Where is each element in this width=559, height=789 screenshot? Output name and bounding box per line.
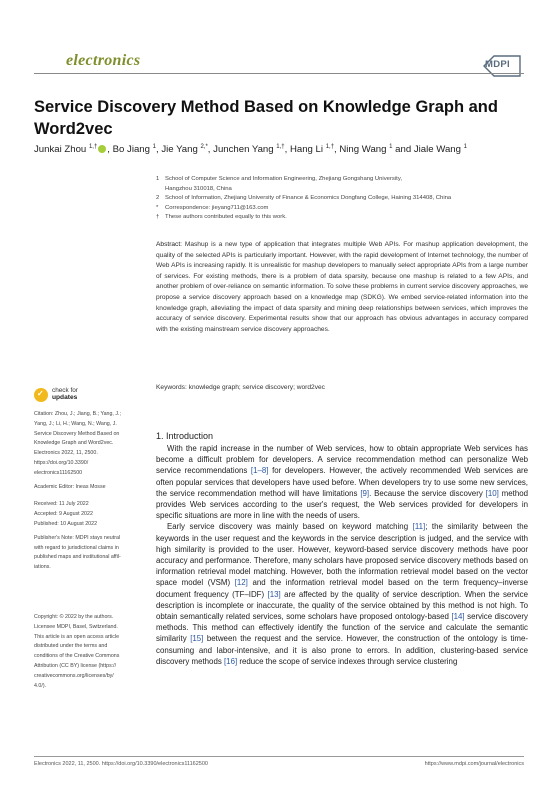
copyright-block bbox=[34, 613, 148, 691]
author-affiliation-mark: 1 bbox=[152, 144, 156, 150]
author-affiliation-mark: 2,* bbox=[200, 144, 208, 150]
abstract-label: Abstract: bbox=[156, 241, 183, 248]
copyright-line: creativecommons.org/licenses/by/ bbox=[34, 672, 114, 679]
citation-line: Knowledge Graph and Word2vec. bbox=[34, 440, 114, 447]
author-name: Bo Jiang $^1$ bbox=[112, 144, 156, 156]
affiliation-text: These authors contributed equally to this work. bbox=[165, 214, 287, 221]
abstract-text: Mashup is a new type of application that integrates multiple Web APIs. For mashup application development, the quality of the selected APIs is particularly important. However, with the rapid development of Internet technology, the number of Web APIs is increasing rapidly. It is unrealistic for mashup developers to manually select appropriate APIs from a large number of services. For existing methods, there is a problem of data sparsity, because one mashup is related to a few APIs, and another problem of over-reliance on semantic information. To solve these problems in current service discovery approaches, we propose a service discovery approach based on a knowledge map (SDKG). We embed service-related information into the knowledge graph, alleviating the impact of data sparsity and mining deep relationships between services, which improves the accuracy of service discovery. Experimental results show that our approach has obvious advantages in accuracy compared with the existing mainstream service discovery approaches. bbox=[156, 241, 528, 333]
citation-link[interactable]: [15] bbox=[190, 634, 204, 644]
article-title: Service Discovery Method Based on Knowledge Graph and Word2vec bbox=[34, 98, 498, 138]
publisher-note-line: with regard to jurisdictional claims in bbox=[34, 544, 119, 551]
body-paragraph: With the rapid increase in the number of Web services, how to obtain appropriate Web services has become a difficult problem for developers. A service recommendation method can personalize Web service recommendations [1–8] for developers. However, the actively recommended Web services are often popular services that developers have used before. When developers try to use some new services, the service recommendation method will have limitations [9]. Because the service discovery [10] method provides Web services according to the user's request, the Web services provided for developers in specific situations are more in line with the needs of users. bbox=[156, 444, 529, 521]
citation-line: Yang, J.; Li, H.; Wang, N.; Wang, J. bbox=[34, 420, 117, 427]
author-affiliation-mark: 1,† bbox=[325, 144, 335, 150]
affiliation-text: Hangzhou 310018, China bbox=[165, 185, 232, 192]
affiliation-text: Correspondence: jieyang711@163.com bbox=[165, 204, 269, 211]
author-list: Junkai Zhou $^{1,\dagger}$ , Bo Jiang $^1$, Jie Yang $^{2,*}$, Junchen Yang $^{1,\dagger}$, Hang Li $^{1,\dagger}$, Ning Wang $^1$ and Jiale Wang $^1$ bbox=[34, 144, 467, 156]
citation-line: Service Discovery Method Based on bbox=[34, 430, 120, 437]
citation-link[interactable]: [14] bbox=[451, 612, 465, 622]
author-name: Junchen Yang $^{1,\dagger}$ bbox=[213, 144, 285, 156]
citation-link[interactable]: [9] bbox=[360, 488, 370, 498]
copyright-line: conditions of the Creative Commons bbox=[34, 653, 120, 660]
citation-line: electronics11162500 bbox=[34, 469, 83, 476]
citation-line: https://doi.org/10.3390/ bbox=[34, 459, 89, 466]
footer-journal-link[interactable]: https://www.mdpi.com/journal/electronics bbox=[424, 761, 524, 767]
author-affiliation-mark: 1 bbox=[389, 144, 393, 150]
date-line: Received: 11 July 2022 bbox=[34, 501, 89, 508]
author-name: Junkai Zhou $^{1,\dagger}$ bbox=[34, 144, 98, 156]
citation-link[interactable]: [16] bbox=[223, 656, 238, 666]
dates-block bbox=[34, 500, 148, 529]
publisher-logo-text: MDPI bbox=[485, 59, 510, 70]
journal-name: electronics bbox=[66, 52, 141, 69]
copyright-line: Attribution (CC BY) license (https:// bbox=[34, 662, 117, 669]
citation-link[interactable]: [11] bbox=[412, 522, 426, 532]
citation-line: Electronics 2022, 11, 2500. bbox=[34, 450, 98, 457]
check-updates-line1: check for bbox=[52, 387, 78, 394]
abstract bbox=[156, 240, 528, 335]
affiliation-mark bbox=[156, 185, 165, 195]
copyright-line: This article is an open access article bbox=[34, 633, 120, 640]
affiliation-mark: 1 bbox=[156, 176, 160, 182]
author-name: Jie Yang $^{2,*}$ bbox=[161, 144, 208, 156]
orcid-icon[interactable] bbox=[98, 145, 106, 153]
publisher-note-line: published maps and institutional affil- bbox=[34, 554, 121, 561]
affiliation-row bbox=[156, 213, 528, 223]
keywords-text: knowledge graph; service discovery; word2vec bbox=[188, 384, 325, 391]
affiliations bbox=[156, 175, 528, 223]
publisher-note bbox=[34, 534, 148, 573]
check-for-updates-badge[interactable]: ✓ check for updates bbox=[34, 386, 94, 408]
citation-block bbox=[34, 410, 148, 479]
author-name: Hang Li $^{1,\dagger}$ bbox=[289, 144, 335, 156]
date-line: Published: 10 August 2022 bbox=[34, 520, 98, 527]
section-heading: 1. Introduction bbox=[156, 431, 214, 441]
affiliation-text: School of Computer Science and Information Engineering, Zhejiang Gongshang University, bbox=[165, 176, 402, 182]
footer-divider bbox=[34, 756, 524, 757]
citation-link[interactable]: [1–8] bbox=[250, 466, 269, 476]
article-sidebar bbox=[34, 410, 148, 691]
check-updates-line2: updates bbox=[52, 394, 78, 402]
affiliation-row bbox=[156, 194, 528, 204]
body-text bbox=[156, 443, 528, 667]
academic-editor: Academic Editor: Ineas Mosse bbox=[34, 483, 106, 490]
publisher-note-line: Publisher's Note: MDPI stays neutral bbox=[34, 534, 121, 541]
affiliation-row bbox=[156, 204, 528, 214]
citation-link[interactable]: [10] bbox=[485, 488, 499, 498]
header-divider bbox=[34, 73, 524, 74]
author-affiliation-mark: 1 bbox=[463, 144, 467, 150]
affiliation-mark: * bbox=[156, 204, 159, 211]
author-affiliation-mark: 1,† bbox=[88, 144, 98, 150]
affiliation-row bbox=[156, 175, 528, 185]
affiliation-row bbox=[156, 185, 528, 195]
affiliation-mark: † bbox=[156, 214, 160, 221]
copyright-line: Licensee MDPI, Basel, Switzerland. bbox=[34, 623, 118, 630]
copyright-line: Copyright: © 2022 by the authors. bbox=[34, 613, 114, 620]
citation-link[interactable]: [12] bbox=[234, 578, 248, 588]
body-paragraph: Early service discovery was mainly based on keyword matching [11]; the similarity between the keywords in the user request and the keywords in the service description is judged, and the service with high similarity is provided to the user. However, keyword-based service discovery methods have poor accuracy and performance. Therefore, many scholars have proposed service discovery methods based on information retrieval model matching. However, both the information retrieval model based on the vector space model (VSM) [12] and the information retrieval model based on the term frequency–inverse document frequency (TF–IDF) [13] are affected by the quality of service description. When the service description is incomplete or inaccurate, the quality of the service obtained by this method is not high. To obtain semantically related services, some scholars have proposed ontology-based [14] service discovery methods. This method can effectively identify the function of the service and calculate the semantic similarity [15] between the request and the service. However, the construction of the ontology is time-consuming and labor-intensive, and it is also prone to errors. In addition, clustering-based service discovery methods [16] reduce the scope of service indexes through service clustering bbox=[156, 522, 528, 666]
author-affiliation-mark: 1,† bbox=[276, 144, 285, 150]
copyright-line: 4.0/). bbox=[34, 682, 47, 689]
affiliation-mark: 2 bbox=[156, 195, 160, 202]
citation-link[interactable]: [13] bbox=[267, 589, 281, 599]
publisher-note-line: iations. bbox=[34, 564, 51, 571]
footer-citation: Electronics 2022, 11, 2500. https://doi.org/10.3390/electronics11162500 bbox=[34, 761, 208, 767]
citation-line: Citation: Zhou, J.; Jiang, B.; Yang, J.; bbox=[34, 411, 121, 417]
author-name: Jiale Wang $^1$ bbox=[413, 144, 467, 156]
keywords-label: Keywords: bbox=[156, 384, 187, 391]
affiliation-text: School of Information, Zhejiang University of Finance & Economics Dongfang College, Haining 314408, China bbox=[165, 195, 452, 202]
date-line: Accepted: 9 August 2022 bbox=[34, 511, 93, 518]
author-name: Ning Wang $^1$ bbox=[339, 144, 393, 156]
keywords bbox=[156, 384, 325, 391]
copyright-line: distributed under the terms and bbox=[34, 643, 108, 650]
